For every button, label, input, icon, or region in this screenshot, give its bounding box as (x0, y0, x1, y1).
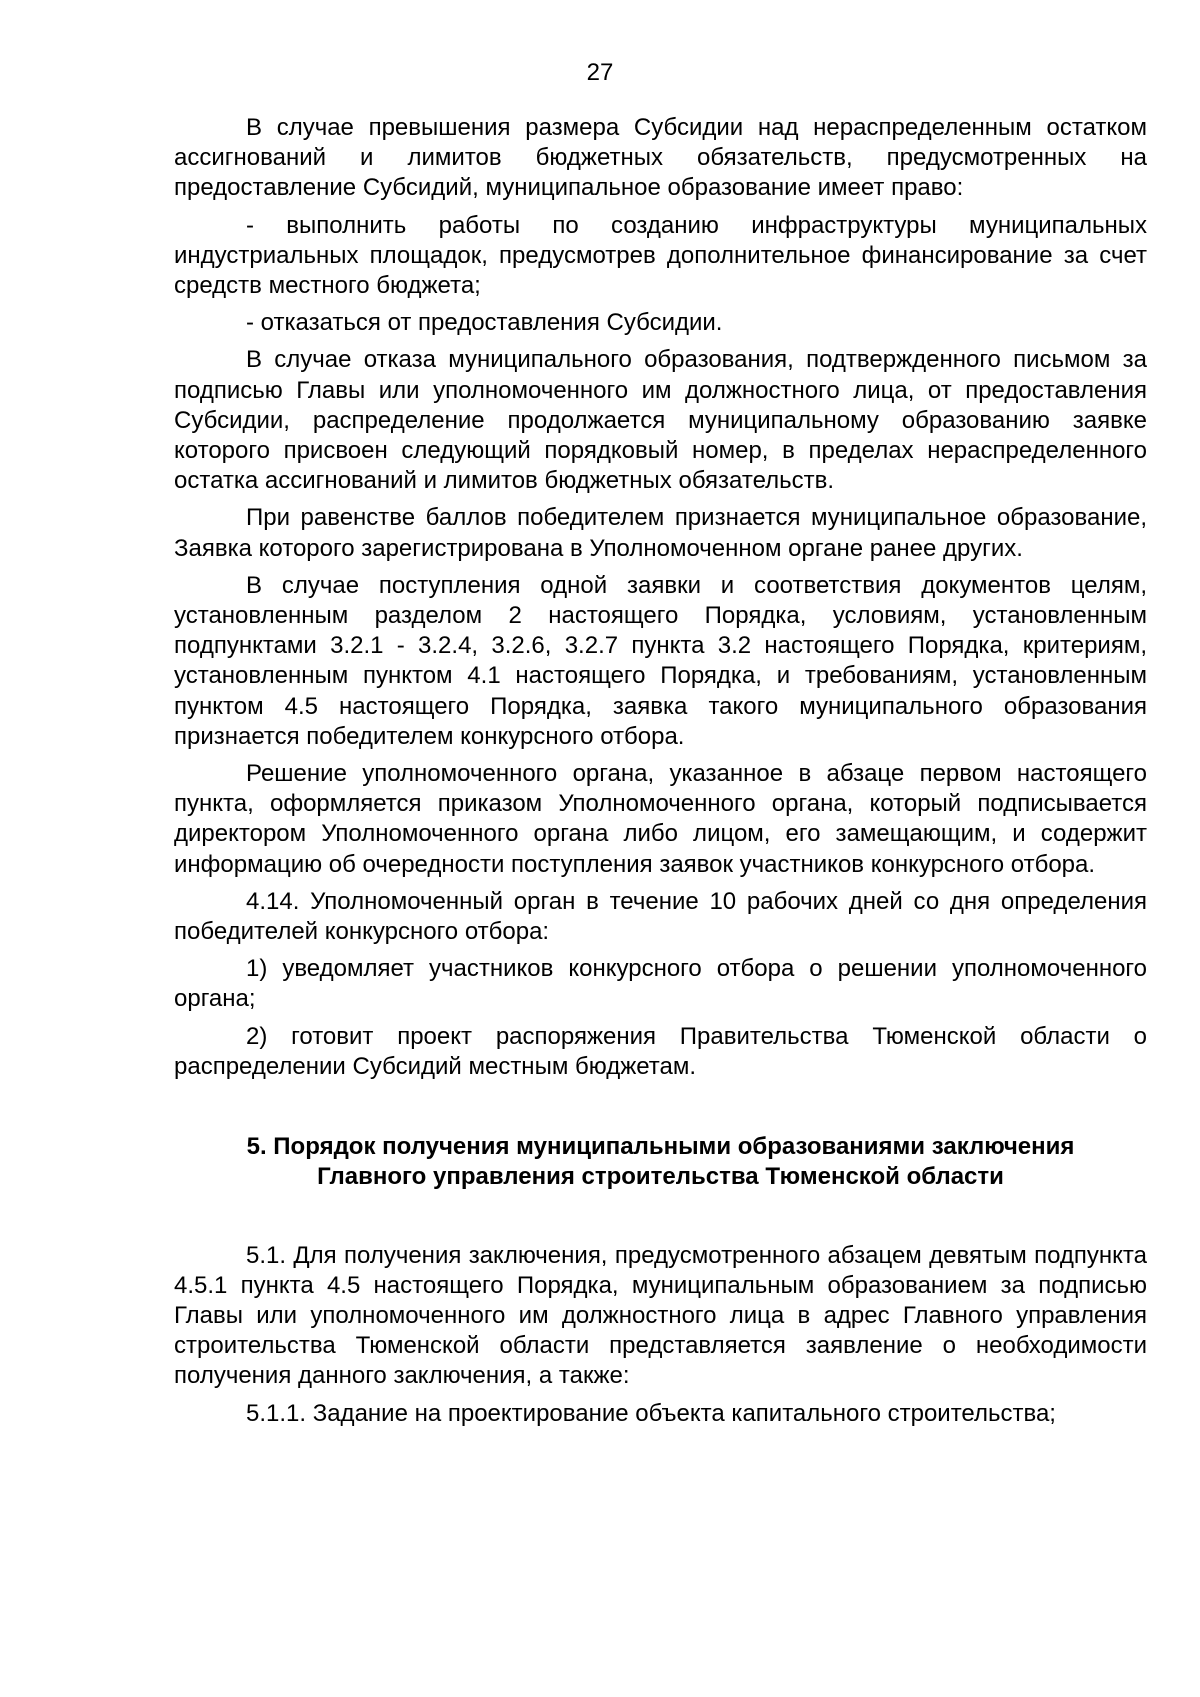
paragraph-option-refuse: - отказаться от предоставления Субсидии. (246, 309, 723, 337)
paragraph-decision-order: Решение уполномоченного органа, указанное в абзаце первом настоящего пункта, оформляется приказом Уполномоченного органа, который подписывается директором Уполномоченного органа либо лицом, его замещающим, и содержит информацию об очередности поступления заявок участников конкурсного отбора. (174, 760, 1147, 878)
section-5-heading-line-1: 5. Порядок получения муниципальными образованиями заключения (246, 1133, 1075, 1161)
page-number: 27 (586, 59, 614, 86)
paragraph-equal-score: При равенстве баллов победителем признается муниципальное образование, Заявка которого зарегистрирована в Уполномоченном органе ранее других. (174, 504, 1147, 562)
paragraph-4-14: 4.14. Уполномоченный орган в течение 10 рабочих дней со дня определения победителей конкурсного отбора: (174, 887, 1147, 946)
paragraph-4-14-item-2: 2) готовит проект распоряжения Правительства Тюменской области о распределении Субсидий местным бюджетам. (174, 1022, 1147, 1080)
paragraph-5-1-1: 5.1.1. Задание на проектирование объекта капитального строительства; (246, 1399, 1056, 1427)
paragraph-subsidy-excess: В случае превышения размера Субсидии над нераспределенным остатком ассигнований и лимитов бюджетных обязательств, предусмотренных на предоставление Субсидий, муниципальное образование имеет право: (174, 114, 1147, 202)
paragraph-single-application: В случае поступления одной заявки и соответствия документов целям, установленным разделом 2 настоящего Порядка, условиям, установленным подпунктами 3.2.1 - 3.2.4, 3.2.6, 3.2.7 пункта 3.2 настоящего Порядка, критериям, установленным пунктом 4.1 настоящего Порядка, и требованиям, установленным пунктом 4.5 настоящего Порядка, заявка такого муниципального образования признается победителем конкурсного отбора. (174, 571, 1147, 750)
document-body (174, 113, 1147, 1436)
paragraph-refusal-distribution: В случае отказа муниципального образования, подтвержденного письмом за подписью Главы или уполномоченного им должностного лица, от предоставления Субсидии, распределение продолжается муниципальному образованию заявке которого присвоен следующий порядковый номер, в пределах нераспределенного остатка ассигнований и лимитов бюджетных обязательств. (174, 346, 1147, 495)
section-5-heading (174, 1132, 1147, 1192)
section-5-heading-line-2: Главного управления строительства Тюменской области (317, 1163, 1004, 1191)
paragraph-option-infrastructure: - выполнить работы по созданию инфраструктуры муниципальных индустриальных площадок, предусмотрев дополнительное финансирование за счет средств местного бюджета; (174, 211, 1147, 300)
paragraph-5-1: 5.1. Для получения заключения, предусмотренного абзацем девятым подпункта 4.5.1 пункта 4.5 настоящего Порядка, муниципальным образованием за подписью Главы или уполномоченного им должностного лица в адрес Главного управления строительства Тюменской области представляется заявление о необходимости получения данного заключения, а также: (174, 1241, 1147, 1390)
paragraph-4-14-item-1: 1) уведомляет участников конкурсного отбора о решении уполномоченного органа; (174, 955, 1147, 1013)
